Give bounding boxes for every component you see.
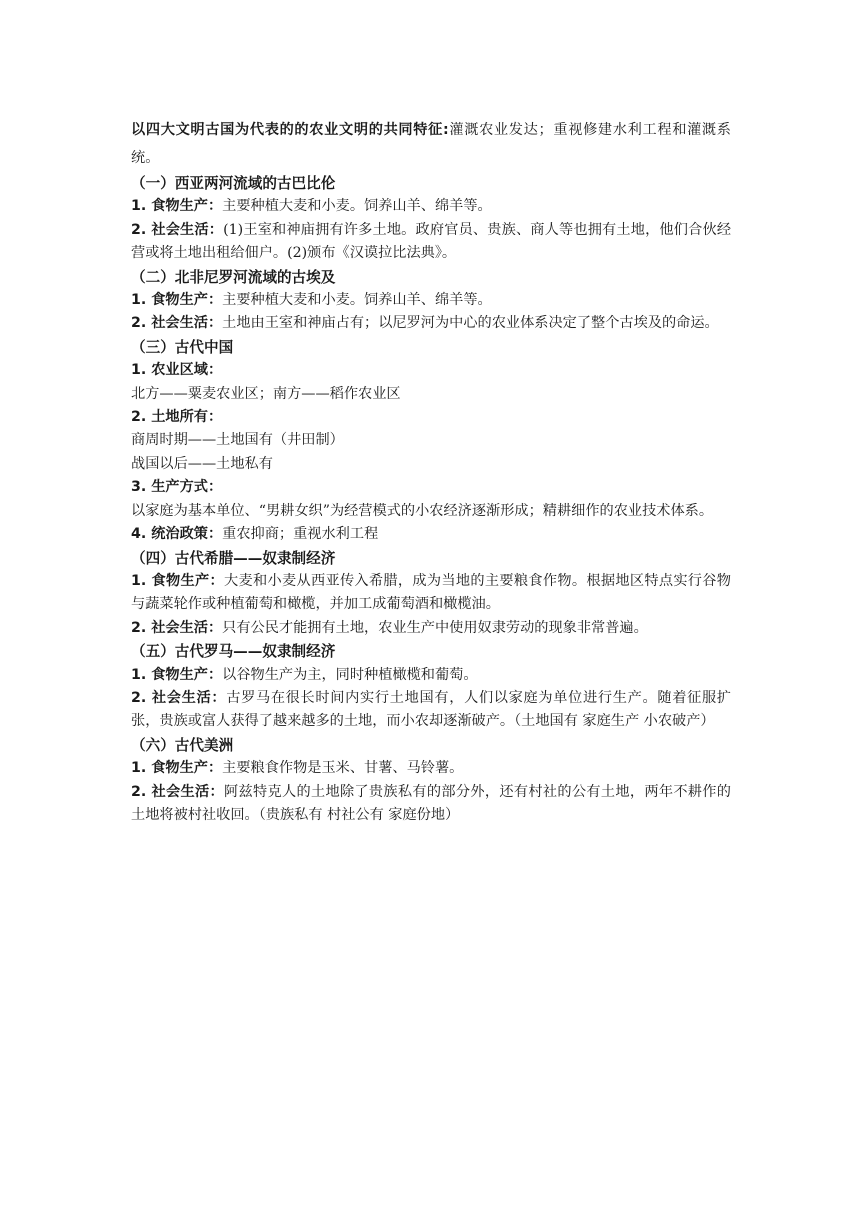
section-heading-america: （六）古代美洲 bbox=[131, 736, 234, 754]
section-heading-rome: （五）古代罗马——奴隶制经济 bbox=[131, 643, 336, 661]
item-text: 只有公民才能拥有土地，农业生产中使用奴隶劳动的现象非常普遍。 bbox=[222, 619, 648, 636]
section-heading-babylon: （一）西亚两河流域的古巴比伦 bbox=[131, 175, 336, 192]
intro-paragraph bbox=[131, 116, 731, 172]
section-heading-egypt: （二）北非尼罗河流域的古埃及 bbox=[131, 268, 336, 286]
item-text: 主要种植大麦和小麦。饲养山羊、绵羊等。 bbox=[222, 292, 492, 309]
item-label: 2. 社会生活： bbox=[131, 783, 224, 800]
item-label: 1. 食物生产： bbox=[131, 760, 223, 777]
item-text: 重农抑商；重视水利工程 bbox=[222, 526, 379, 543]
greece-society-paragraph bbox=[131, 617, 731, 640]
item-label: 2. 社会生活： bbox=[131, 689, 227, 706]
china-production-label: 3. 生产方式： bbox=[131, 479, 223, 496]
item-text: 古罗马在很长时间内实行土地国有，人们以家庭为单位进行生产。随着征服扩张，贵族或富人获得了越来越多的土地，而小农却逐渐破产。（土地国有 家庭生产 小农破产） bbox=[131, 689, 731, 730]
item-text: (1)王室和神庙拥有许多土地。政府官员、贵族、商人等也拥有土地，他们合伙经营或将土地出租给佃户。(2)颁布《汉谟拉比法典》。 bbox=[131, 221, 732, 262]
america-society-paragraph bbox=[131, 781, 731, 828]
item-text: 土地由王室和神庙占有；以尼罗河为中心的农业体系决定了整个古埃及的命运。 bbox=[222, 315, 719, 332]
item-label: 1. 食物生产： bbox=[131, 666, 223, 683]
intro-label: 以四大文明古国为代表的的农业文明的共同特征: bbox=[131, 122, 449, 138]
item-text: 主要粮食作物是玉米、甘薯、马铃薯。 bbox=[222, 760, 464, 777]
item-label: 1. 食物生产： bbox=[131, 572, 224, 589]
section-heading-china: （三）古代中国 bbox=[131, 338, 234, 356]
intro-text: 灌溉农业发达；重视修建水利工程和灌溉系统。 bbox=[131, 122, 731, 166]
document-page bbox=[131, 116, 731, 827]
item-label: 4. 统治政策： bbox=[131, 526, 223, 543]
item-text: 主要种植大麦和小麦。饲养山羊、绵羊等。 bbox=[222, 198, 492, 215]
rome-society-paragraph bbox=[131, 687, 731, 734]
china-region-line: 北方——粟麦农业区；南方——稻作农业区 bbox=[131, 385, 401, 402]
egypt-society-paragraph bbox=[131, 312, 731, 335]
section-heading-greece: （四）古代希腊——奴隶制经济 bbox=[131, 549, 336, 567]
china-land-line-1: 商周时期——土地国有（井田制） bbox=[131, 432, 344, 449]
china-land-line-2: 战国以后——土地私有 bbox=[131, 455, 273, 472]
babylon-society-paragraph bbox=[131, 219, 731, 266]
item-label: 1. 食物生产： bbox=[131, 292, 223, 309]
item-label: 2. 社会生活： bbox=[131, 221, 224, 238]
babylon-food-paragraph bbox=[131, 195, 731, 218]
item-text: 以谷物生产为主，同时种植橄榄和葡萄。 bbox=[222, 666, 478, 683]
item-label: 2. 社会生活： bbox=[131, 619, 223, 636]
item-label: 2. 社会生活： bbox=[131, 315, 223, 332]
america-food-paragraph bbox=[131, 757, 731, 780]
china-region-label: 1. 农业区域： bbox=[131, 362, 223, 379]
greece-food-paragraph bbox=[131, 570, 731, 617]
china-production-line: 以家庭为基本单位、“男耕女织”为经营模式的小农经济逐渐形成；精耕细作的农业技术体系。 bbox=[131, 502, 714, 519]
egypt-food-paragraph bbox=[131, 289, 731, 312]
item-text: 大麦和小麦从西亚传入希腊，成为当地的主要粮食作物。根据地区特点实行谷物与蔬菜轮作或种植葡萄和橄榄，并加工成葡萄酒和橄榄油。 bbox=[131, 572, 731, 613]
item-label: 1. 食物生产： bbox=[131, 198, 223, 215]
rome-food-paragraph bbox=[131, 664, 731, 687]
china-policy-paragraph bbox=[131, 523, 731, 546]
china-land-label: 2. 土地所有： bbox=[131, 409, 223, 426]
item-text: 阿兹特克人的土地除了贵族私有的部分外，还有村社的公有土地，两年不耕作的土地将被村社收回。（贵族私有 村社公有 家庭份地） bbox=[131, 783, 731, 823]
